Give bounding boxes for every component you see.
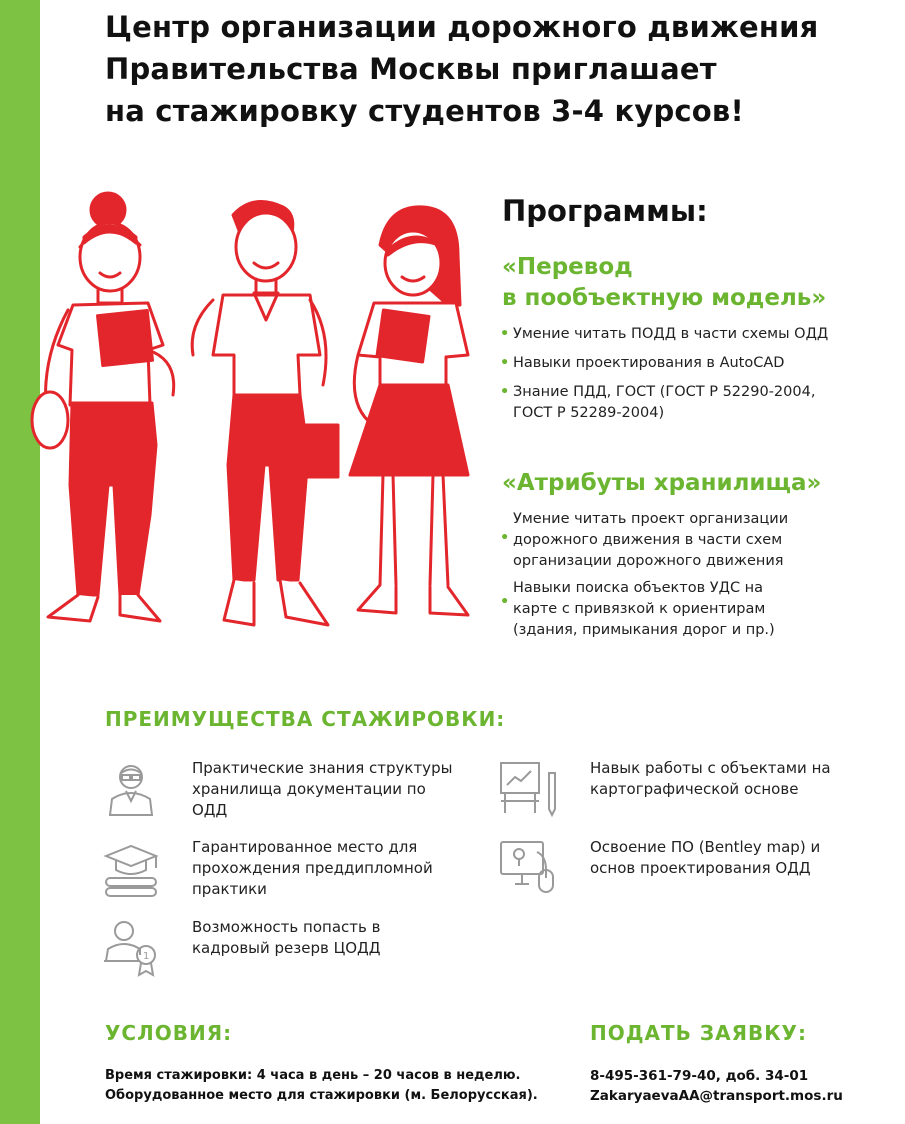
advantage-text-5: Освоение ПО (Bentley map) и основ проектирования ОДД	[590, 838, 821, 877]
list-item: • Умение читать проект организации дорожного движения в части схем организации дорожного движения	[500, 511, 789, 569]
advantage-text-4: Навык работы с объектами на картографической основе	[590, 759, 831, 798]
phone-number: 8-495-361-79-40, доб. 34-01	[590, 1068, 809, 1084]
email-link[interactable]: ZakaryaevaAA@transport.mos.ru	[590, 1088, 843, 1104]
bullet-icon: •	[500, 355, 510, 371]
program-title-2: «Атрибуты хранилища»	[502, 470, 822, 496]
program-title-1: «Перевод в пообъектную модель»	[502, 254, 827, 311]
presentation-board-icon	[497, 757, 559, 819]
bullet-icon: •	[500, 384, 510, 400]
list-item: • Знание ПДД, ГОСТ (ГОСТ Р 52290-2004, ГОСТ Р 52289-2004)	[500, 384, 816, 421]
advantage-text-1: Практические знания структуры хранилища документации по ОДД	[192, 759, 453, 819]
bullet-icon: •	[500, 594, 510, 610]
computer-mouse-icon	[497, 836, 559, 898]
conditions-text: Время стажировки: 4 часа в день – 20 часов в неделю. Оборудованное место для стажировки (м. Белорусская).	[105, 1068, 538, 1103]
students-illustration	[28, 185, 498, 645]
page-title: Центр организации дорожного движения Правительства Москвы приглашает на стажировку студентов 3-4 курсов!	[105, 10, 819, 128]
svg-text:1: 1	[143, 951, 150, 962]
apply-heading: ПОДАТЬ ЗАЯВКУ:	[590, 1021, 807, 1045]
advantage-text-3: Возможность попасть в кадровый резерв ЦОДД	[192, 918, 381, 957]
programs-heading: Программы:	[502, 194, 708, 228]
bullet-icon: •	[500, 326, 510, 342]
employee-award-icon	[100, 915, 162, 977]
apply-contacts	[590, 1066, 843, 1106]
conditions-heading: УСЛОВИЯ:	[105, 1021, 233, 1045]
student-icon	[100, 757, 162, 819]
bullet-icon: •	[500, 530, 510, 546]
advantage-text-2: Гарантированное место для прохождения преддипломной практики	[192, 838, 433, 898]
advantages-heading: ПРЕИМУЩЕСТВА СТАЖИРОВКИ:	[105, 707, 506, 731]
list-item: • Умение читать ПОДД в части схемы ОДД	[500, 324, 860, 345]
graduation-cap-icon	[100, 838, 162, 900]
list-item: • Навыки проектирования в AutoCAD	[500, 353, 860, 374]
list-item: • Навыки поиска объектов УДС на карте с привязкой к ориентирам (здания, примыкания дорог и пр.)	[500, 580, 775, 638]
